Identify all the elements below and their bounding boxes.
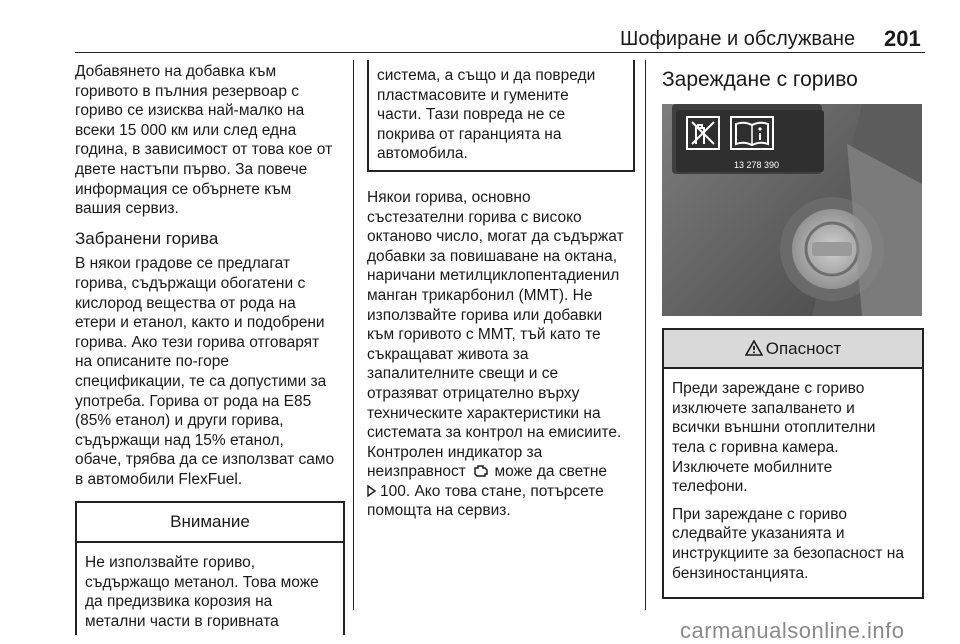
page-reference-icon bbox=[367, 485, 377, 497]
fuel-flap-illustration bbox=[662, 104, 922, 316]
column-1 bbox=[75, 62, 345, 635]
reference-line bbox=[367, 482, 635, 502]
indicator-line bbox=[367, 462, 635, 482]
text-line: инструкциите за безопасност на bbox=[672, 544, 904, 562]
text-line: бензиностанцията. bbox=[672, 564, 809, 582]
reference-text: 100. Ако това стане, потърсете bbox=[380, 482, 604, 500]
text-line: Някои горива, основно bbox=[367, 188, 531, 206]
section-heading-forbidden-fuels: Забранени горива bbox=[75, 228, 219, 248]
text-line: година, в зависимост от това кое от bbox=[75, 141, 333, 159]
column-divider-1 bbox=[353, 60, 354, 610]
page-number: 201 bbox=[884, 26, 921, 51]
text-line: Добавянето на добавка към bbox=[75, 63, 277, 80]
text-line: тела с горивна камера. bbox=[672, 438, 839, 456]
text-line: (85% етанол) и други горива, bbox=[75, 412, 284, 430]
text-line: употреба. Горива от рода на E85 bbox=[75, 392, 312, 410]
danger-paragraph-1 bbox=[672, 379, 914, 497]
text-line: автомобила. bbox=[377, 145, 468, 163]
text-line: горивото в пълния резервоар с bbox=[75, 82, 300, 100]
text-line: добавки за повишаване на октана, bbox=[367, 247, 618, 265]
section-title-refuelling: Зареждане с гориво bbox=[662, 68, 858, 91]
text-line: спецификации, те са допустими за bbox=[75, 372, 327, 390]
text-line: на описаните по-горе bbox=[75, 353, 229, 371]
text-line: наричани метилциклопентадиенил bbox=[367, 267, 620, 285]
text-line: Преди зареждане с гориво bbox=[672, 380, 865, 398]
text-line: системата за контрол на емисиите. bbox=[367, 424, 622, 442]
text-line: метални части в горивната bbox=[85, 612, 279, 630]
running-header-title: Шофиране и обслужване bbox=[620, 28, 856, 50]
text-line: информация се обърнете към bbox=[75, 180, 292, 198]
text-line: части. Тази повреда не се bbox=[377, 106, 566, 124]
text-line: съдържащо метанол. Това може bbox=[85, 573, 319, 591]
text-line: вашия сервиз. bbox=[75, 200, 179, 218]
text-line: горива. Ако тези горива отговарят bbox=[75, 333, 320, 351]
text-line: Изключете мобилните bbox=[672, 458, 833, 476]
notice-title: Внимание bbox=[77, 503, 343, 543]
text-line: отразяват отрицателно върху bbox=[367, 384, 580, 402]
text-line: помощта на сервиз. bbox=[367, 502, 511, 520]
text-line: запалителните свещи и се bbox=[367, 365, 559, 383]
text-line: обаче, трябва да се използват само bbox=[75, 451, 335, 469]
text-line: манган трикарбонил (MMT). Не bbox=[367, 286, 593, 304]
text-line: техническите характеристики на bbox=[367, 404, 601, 422]
text-line: да предизвика корозия на bbox=[85, 593, 273, 611]
text-line: Не използвайте гориво, bbox=[85, 554, 256, 572]
text-line: двете настъпи първо. За повече bbox=[75, 160, 308, 178]
footer-watermark: carmanualsonline.info bbox=[680, 618, 905, 643]
text-line: горива, съдържащи обогатени с bbox=[75, 274, 306, 292]
column-2 bbox=[367, 60, 635, 531]
text-line: съдържащи над 15% етанол, bbox=[75, 431, 284, 449]
danger-paragraph-2 bbox=[672, 505, 914, 583]
text-line: етери и етанол, както и подобрени bbox=[75, 314, 325, 332]
text-line: изключете запалването и bbox=[672, 399, 855, 417]
danger-box bbox=[662, 328, 924, 600]
notice-box bbox=[75, 501, 345, 635]
danger-body bbox=[664, 369, 922, 597]
danger-title: Опасност bbox=[765, 338, 842, 358]
text-line: състезателни горива с високо bbox=[367, 208, 582, 226]
header-divider bbox=[75, 52, 925, 53]
danger-header bbox=[664, 330, 922, 370]
warning-triangle-icon bbox=[745, 340, 763, 356]
text-line: покрива от гаранцията на bbox=[377, 125, 562, 143]
text-line: телефони. bbox=[672, 478, 748, 496]
text-line: всеки 15 000 км или след една bbox=[75, 121, 297, 139]
text-line: гориво се изисква най-малко на bbox=[75, 102, 305, 120]
notice-body bbox=[77, 543, 343, 637]
column-3 bbox=[662, 62, 924, 599]
text-line: В някои градове се предлагат bbox=[75, 255, 291, 273]
fuel-warning-label bbox=[676, 110, 824, 172]
indicator-text: неизправност bbox=[367, 463, 466, 481]
text-line: използвайте горива или добавки bbox=[367, 306, 603, 324]
text-line: следвайте указанията и bbox=[672, 525, 845, 543]
text-line: в автомобили FlexFuel. bbox=[75, 470, 243, 488]
column-divider-2 bbox=[645, 60, 646, 610]
text-line: пластмасовите и гумените bbox=[377, 86, 569, 104]
label-part-number: 13 278 390 bbox=[734, 159, 780, 170]
manual-info-icon bbox=[730, 116, 774, 150]
text-line: При зареждане с гориво bbox=[672, 505, 847, 523]
indicator-after: може да светне bbox=[490, 463, 608, 481]
text-line: система, а също и да повреди bbox=[377, 67, 596, 84]
notice-box-continued bbox=[367, 60, 635, 172]
text-line: всички външни отоплителни bbox=[672, 419, 876, 437]
text-line: октаново число, могат да съдържат bbox=[367, 228, 624, 246]
intro-paragraph bbox=[75, 62, 345, 219]
forbidden-fuels-paragraph bbox=[75, 254, 345, 489]
additives-paragraph bbox=[367, 188, 635, 521]
text-line: Контролен индикатор за bbox=[367, 443, 543, 461]
engine-check-icon bbox=[473, 464, 489, 478]
no-methanol-icon bbox=[686, 116, 720, 150]
text-line: кислород вещества от рода на bbox=[75, 294, 296, 312]
text-line: съкращават живота за bbox=[367, 345, 529, 363]
text-line: към горивото с MMT, тъй като те bbox=[367, 326, 601, 344]
